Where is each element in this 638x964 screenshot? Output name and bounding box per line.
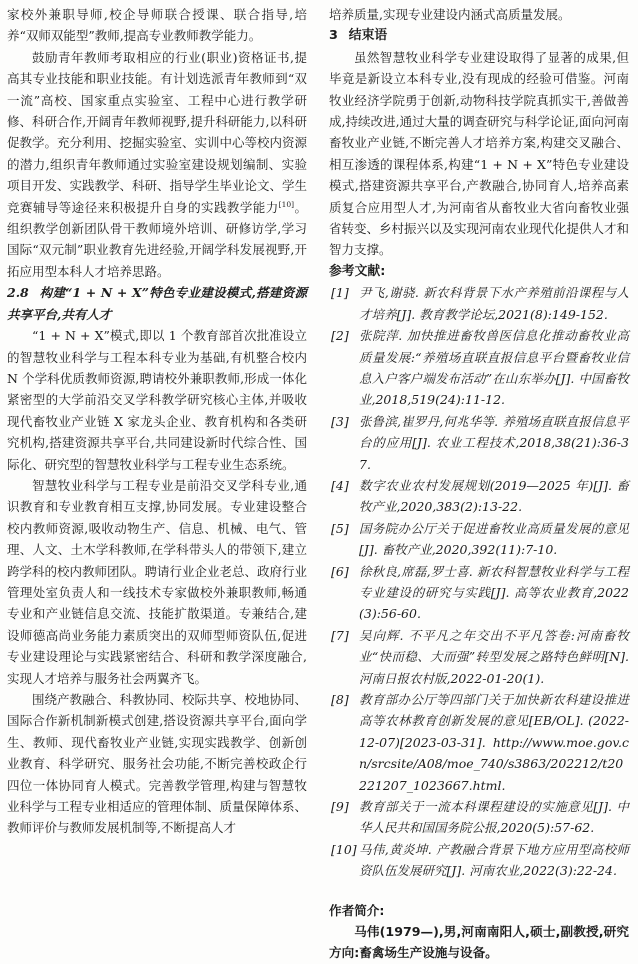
- section-title: 构建“1 + N + X”特色专业建设模式,搭建资源共享平台,共有人才: [7, 285, 307, 322]
- reference-label: [7]: [331, 627, 349, 643]
- conclusion-title: 结束语: [348, 28, 388, 44]
- reference-text: 张院萍. 加快推进畜牧兽医信息化推动畜牧业高质量发展:“养殖场直联直报信息平台暨畜牧业信息入户客户端发布活动”在山东举办[J]. 中国畜牧业,2018,519(24):11-12.: [359, 328, 629, 408]
- references-list: [329, 282, 629, 881]
- paragraph-text-after-citation: 。组织教学创新团队骨干教师境外培训、研修访学,学习国际“双元制”职业教育先进经验,开阔学科发展视野,开拓应用型本科人才培养思路。: [7, 199, 307, 279]
- references-heading: 参考文献:: [329, 263, 386, 279]
- reference-label: [10]: [331, 841, 357, 857]
- reference-text: 国务院办公厅关于促进畜牧业高质量发展的意见[J]. 畜牧产业,2020,392(11):7-10.: [359, 520, 629, 558]
- reference-text: 徐秋良,席磊,罗士喜. 新农科智慧牧业科学与工程专业建设的研究与实践[J]. 高等农业教育,2022(3):56-60.: [359, 563, 629, 622]
- reference-text: 尹飞,谢骁. 新农科背景下水产养殖前沿课程与人才培养[J]. 教育教学论坛,2021(8):149-152.: [359, 285, 629, 322]
- paragraph-sharing-platform: 围绕产教融合、科教协同、校际共享、校地协同、国际合作新机制新模式创建,搭设资源共享平台,面向学生、教师、现代畜牧业产业链,实现实践教学、创新创业教育、科学研究、服务社会功能,不断完善校政企行四位一体协同育人模式。完善教学管理,构建与智慧牧业科学与工程专业相适应的管理体制、质量保障体系、教师评价与教师发展机制等,不断提高人才: [7, 692, 308, 836]
- reference-label: [9]: [331, 799, 349, 815]
- paragraph-text-before-citation: 鼓励青年教师考取相应的行业(职业)资格证书,提高其专业技能和职业技能。有计划选派青年教师到“双一流”高校、国家重点实验室、工程中心进行教学研修、科研合作,开阔青年教师视野,提升科研能力,以科研促教学。充分利用、挖掘实验室、实训中心等校内资源的潜力,组织青年教师通过实验室建设规划编制、实验项目开发、实践教学、科研、指导学生毕业论文、学生竞赛辅导等途径来积极提升自身的实践教学能力: [7, 49, 308, 215]
- reference-label: [2]: [331, 328, 349, 344]
- paragraph-continued-from-previous-page: 家校外兼职导师,校企导师联合授课、联合指导,培养“双师双能型”教师,提高专业教师教学能力。: [7, 7, 307, 44]
- reference-text: 马伟,黄炎坤. 产教融合背景下地方应用型高校师资队伍发展研究[J]. 河南农业,2022(3):22-24.: [359, 841, 629, 879]
- paragraph-conclusion: 虽然智慧牧业科学专业建设取得了显著的成果,但毕竟是新设立本科专业,没有现成的经验可借鉴。河南牧业经济学院勇于创新,动物科技学院真抓实干,善做善成,持续改进,通过大量的调查研究与科学论证,面向河南畜牧业产业链,不断完善人才培养方案,构建交叉融合、相互渗透的课程体系,构建“1 + N + X”特色专业建设模式,搭建资源共享平台,产教融合,协同育人,培养高素质复合应用型人才,为河南省从畜牧业大省向畜牧业强省转变、乡村振兴以及实现河南农业现代化提供人才和智力支撑。: [329, 49, 630, 258]
- conclusion-number: 3: [329, 28, 338, 44]
- citation-superscript: [10]: [278, 199, 295, 209]
- reference-item-9: [329, 796, 629, 839]
- reference-text: 教育部关于一流本科课程建设的实施意见[J]. 中华人民共和国国务院公报,2020(5):57-62.: [359, 799, 629, 836]
- reference-item-6: [329, 561, 629, 625]
- reference-label: [8]: [331, 692, 349, 707]
- reference-item-2: [329, 325, 629, 411]
- reference-item-10: [329, 839, 629, 882]
- reference-label: [4]: [331, 477, 349, 493]
- section-number: 2.8: [7, 285, 29, 301]
- reference-text: 张鲁滨,崔罗丹,何兆华等. 养殖场直联直报信息平台的应用[J]. 农业工程技术,2018,38(21):36-37.: [359, 413, 629, 472]
- reference-item-5: [329, 518, 629, 561]
- reference-item-8: [329, 689, 629, 796]
- conclusion-heading: [329, 25, 629, 46]
- reference-text: 数字农业农村发展规划(2019—2025 年)[J]. 畜牧产业,2020,383(2):13-22.: [359, 477, 629, 515]
- paragraph-1nx-model: “1 + N + X”模式,即以 1 个教育部首次批准设立的智慧牧业科学与工程本科专业为基础,有机整合校内 N 个学科优质教师资源,聘请校外兼职教师,形成一体化紧密型的大学前沿交叉学科教学研究核心主体,并吸收现代畜牧业产业链 X 家龙头企业、教育机构和各类研究机构,搭建资源共享平台,共同建设新时代综合性、国际化、研究型的智慧牧业科学与工程专业生态系统。: [7, 328, 307, 472]
- reference-text: 吴向辉. 不平凡之年交出不平凡答卷:河南畜牧业“快而稳、大而强”转型发展之路特色鲜明[N]. 河南日报农村版,2022-01-20(1).: [359, 627, 629, 686]
- reference-item-1: [329, 282, 629, 325]
- reference-label: [3]: [331, 413, 349, 429]
- paragraph-interdisciplinary-team: 智慧牧业科学与工程专业是前沿交叉学科专业,通识教育和专业教育相互支撑,协同发展。专业建设整合校内教师资源,吸收动物生产、信息、机械、电气、管理、人文、土木学科教师,在学科带头人的带领下,建立跨学科的校内教师团队。聘请行业企业老总、政府行业管理处室负责人和一线技术专家做校外兼职教师,畅通专业和产业链信息交流、技能扩散渠道。专兼结合,建设师德高尚业务能力素质突出的双师型师资队伍,促进专业建设理论与实践紧密结合、科研和教学深度融合,实现人才培养与服务社会两翼齐飞。: [7, 477, 308, 686]
- author-bio-heading: 作者简介:: [329, 902, 385, 918]
- paragraph-encourage-teachers: [7, 47, 307, 282]
- author-bio-section: [329, 900, 629, 964]
- paragraph-continued-from-left-column: 培养质量,实现专业建设内涵式高质量发展。: [329, 7, 571, 22]
- author-bio-text: 马伟(1979—),男,河南南阳人,硕士,副教授,研究方向:畜禽场生产设施与设备。: [329, 924, 629, 961]
- reference-label: [1]: [331, 285, 349, 301]
- left-column: [7, 4, 308, 836]
- reference-item-3: [329, 411, 629, 475]
- right-column: [329, 4, 630, 961]
- reference-text: 教育部办公厅等四部门关于加快新农科建设推进高等农林教育创新发展的意见[EB/OL]. (2022-12-07)[2023-03-31]. http://www.moe.gov.cn/srcsite/A08/moe_740/s3863/202212/t20221207_1023667.html.: [359, 692, 629, 793]
- reference-label: [5]: [331, 520, 349, 536]
- reference-item-7: [329, 625, 629, 689]
- reference-item-4: [329, 475, 629, 518]
- section-heading-2-8: [7, 282, 307, 325]
- reference-label: [6]: [331, 563, 349, 579]
